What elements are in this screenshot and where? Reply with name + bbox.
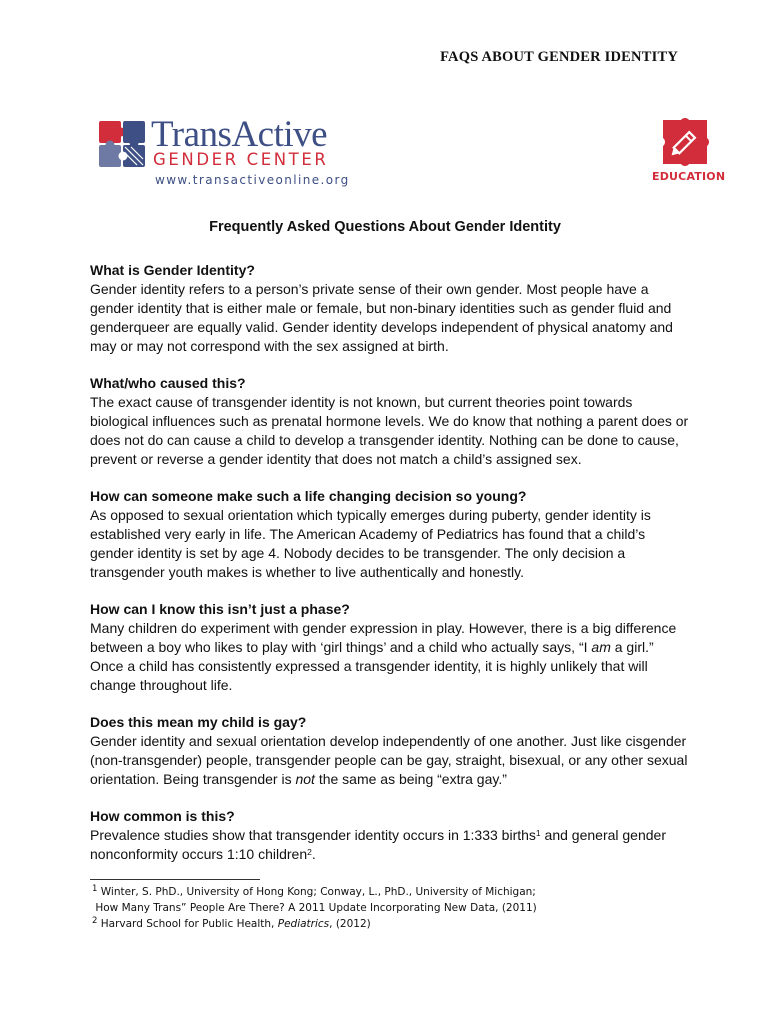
answer-text: Gender identity and sexual orientation develop independently of one another. Just like cisgender (non-transgender) people, transgender people can be gay, straight, bisexual, or any other sexual orientation. Being transgender is [90,733,688,787]
footnote-ref: 2 [307,847,312,857]
page-header-title: FAQS ABOUT GENDER IDENTITY [440,49,678,65]
faq-answer [90,732,690,789]
footnote-ref: 1 [535,828,541,838]
faq-answer: Gender identity refers to a person’s private sense of their own gender. Most people have a gender identity that is either male or female, but non-binary identities such as gender fluid and genderqueer are equally valid. Gender identity develops independent of physical anatomy and may or may not correspond with the sex assigned at birth. [90,281,673,354]
logo-url: www.transactiveonline.org [155,173,350,187]
answer-text: the same as being “extra gay.” [314,771,507,787]
answer-emphasis: not [295,771,315,787]
faq-item [90,487,690,582]
faq-answer [90,826,690,864]
education-label: EDUCATION [652,170,726,183]
faq-item [90,713,690,789]
faq-item [90,374,690,469]
answer-text: Many children do experiment with gender expression in play. However, there is a big difference between a boy who likes to play with ‘girl things’ and a child who actually says, “I [90,620,677,655]
faq-item [90,807,690,864]
answer-text: Prevalence studies show that transgender identity occurs in 1:333 births [90,827,536,843]
answer-emphasis: am [591,639,611,655]
footnote-marker: 1 [92,884,98,894]
faq-list [90,261,690,882]
pencil-icon [659,116,711,168]
footnote-journal: Pediatrics [277,918,330,930]
logo-name: TransActive [151,114,328,155]
faq-answer: As opposed to sexual orientation which typically emerges during puberty, gender identity is established very early in life. The American Academy of Pediatrics has found that a child’s gender identity is set by age 4. Nobody decides to be transgender. The only decision a transgender youth makes is whether to live authentically and honestly. [90,507,651,580]
faq-question: What/who caused this? [90,375,246,391]
answer-text: . [311,846,316,862]
faq-answer: The exact cause of transgender identity is not known, but current theories point towards biological influences such as prenatal hormone levels. We do know that nothing a parent does or does not do can cause a child to develop a transgender identity. Nothing can be done to cause, prevent or reverse a gender identity that does not match a child’s assigned sex. [90,394,689,467]
footnote-text: Winter, S. PhD., University of Hong Kong; Conway, L., PhD., University of Michigan; [100,886,536,898]
education-badge [652,116,726,186]
answer-text: a girl.” Once a child has consistently expressed a transgender identity, it is highly unlikely that will change throughout life. [90,639,654,693]
faq-item [90,261,690,356]
footnote-marker: 2 [92,916,98,926]
transactive-logo [97,116,357,192]
footnote-text: , (2012) [329,918,371,930]
footnote-text: How Many Trans” People Are There? A 2011 Update Incorporating New Data, (2011) [95,902,537,914]
footnote-1 [92,884,692,900]
faq-question: Does this mean my child is gay? [90,714,307,730]
footnote-1-continued [92,900,692,916]
logo-subtitle: GENDER CENTER [153,150,329,169]
faq-item [90,600,690,695]
document-title: Frequently Asked Questions About Gender Identity [209,219,561,235]
puzzle-logo-icon [97,119,147,169]
faq-question: How common is this? [90,808,235,824]
faq-question: What is Gender Identity? [90,262,255,278]
faq-question: How can someone make such a life changing decision so young? [90,488,527,504]
answer-text: and general gender nonconformity occurs 1:10 children [90,827,666,862]
faq-answer [90,619,690,695]
footnote-divider [90,879,260,880]
faq-question: How can I know this isn’t just a phase? [90,601,350,617]
footnote-2 [92,916,692,932]
footnote-text: Harvard School for Public Health, [100,918,278,930]
footnotes [92,884,692,932]
